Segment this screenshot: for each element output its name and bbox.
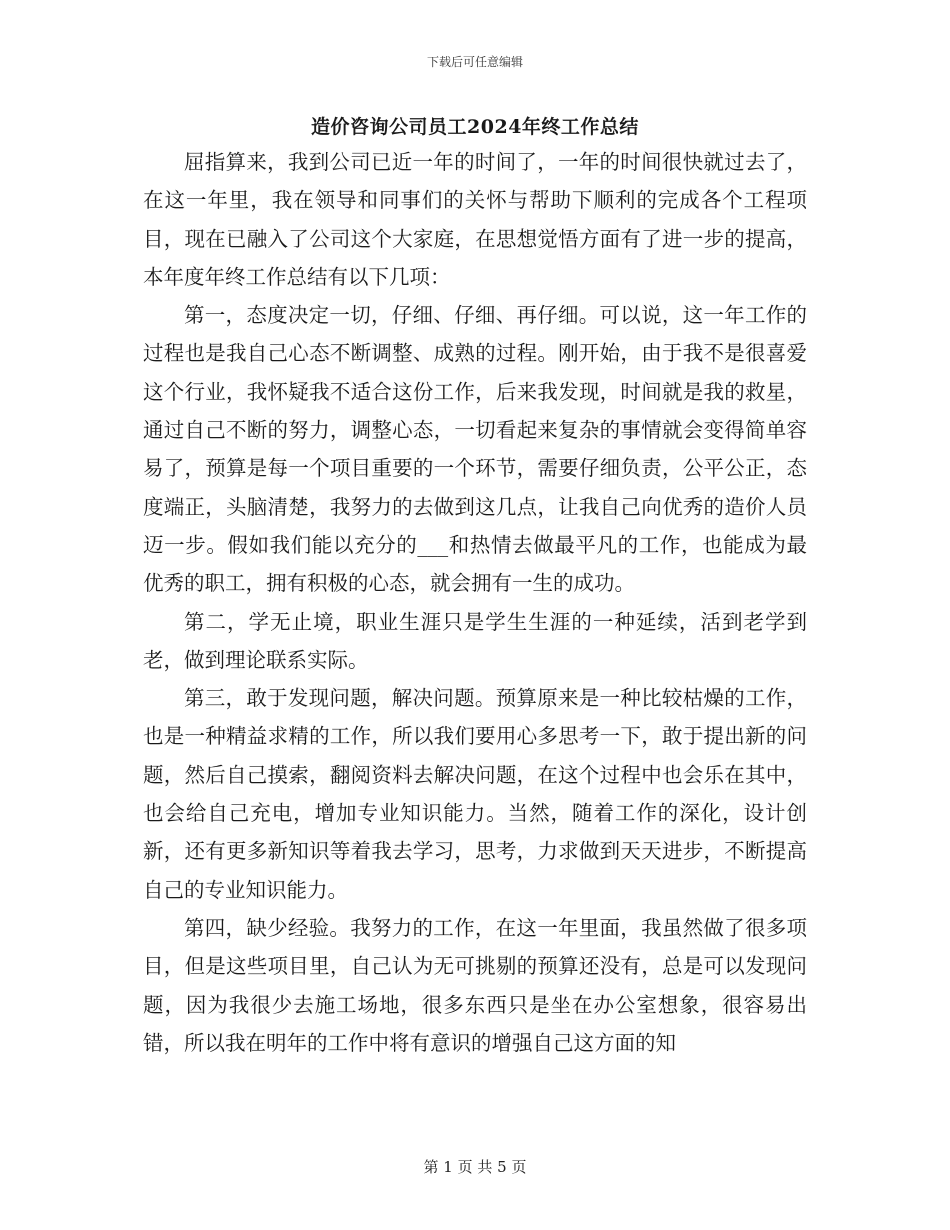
paragraph-third-point: 第三，敢于发现问题，解决问题。预算原来是一种比较枯燥的工作，也是一种精益求精的工作，所以我们要用心多思考一下，敢于提出新的问题，然后自己摸索，翻阅资料去解决问题，在这个过程中也会乐在其中，也会给自己充电，增加专业知识能力。当然，随着工作的深化，设计创新，还有更多新知识等着我去学习，思考，力求做到天天进步，不断提高自己的专业知识能力。	[143, 686, 807, 902]
document-title: 造价咨询公司员工2024年终工作总结	[311, 116, 639, 138]
paragraph-fourth-point: 第四，缺少经验。我努力的工作，在这一年里面，我虽然做了很多项目，但是这些项目里，自己认为无可挑剔的预算还没有，总是可以发现问题，因为我很少去施工场地，很多东西只是坐在办公室想象，很容易出错，所以我在明年的工作中将有意识的增强自己这方面的知	[143, 915, 807, 1055]
paragraph-second-point: 第二，学无止境，职业生涯只是学生生涯的一种延续，活到老学到老，做到理论联系实际。	[143, 609, 807, 672]
paragraph-first-point: 第一，态度决定一切，仔细、仔细、再仔细。可以说，这一年工作的过程也是我自己心态不断调整、成熟的过程。刚开始，由于我不是很喜爱这个行业，我怀疑我不适合这份工作，后来我发现，时间就是我的救星，通过自己不断的努力，调整心态，一切看起来复杂的事情就会变得简单容易了，预算是每一个项目重要的一个环节，需要仔细负责，公平公正，态度端正，头脑清楚，我努力的去做到这几点，让我自己向优秀的造价人员迈一步。假如我们能以充分的___和热情去做最平凡的工作，也能成为最优秀的职工，拥有积极的心态，就会拥有一生的成功。	[143, 303, 807, 596]
paragraph-intro: 屈指算来，我到公司已近一年的时间了，一年的时间很快就过去了，在这一年里，我在领导和同事们的关怀与帮助下顺利的完成各个工程项目，现在已融入了公司这个大家庭，在思想觉悟方面有了进一步的提高，本年度年终工作总结有以下几项：	[143, 150, 807, 289]
document-body	[143, 143, 807, 1062]
page-number-footer: 第 1 页 共 5 页	[423, 1158, 527, 1176]
header-note: 下载后可任意编辑	[426, 55, 523, 69]
